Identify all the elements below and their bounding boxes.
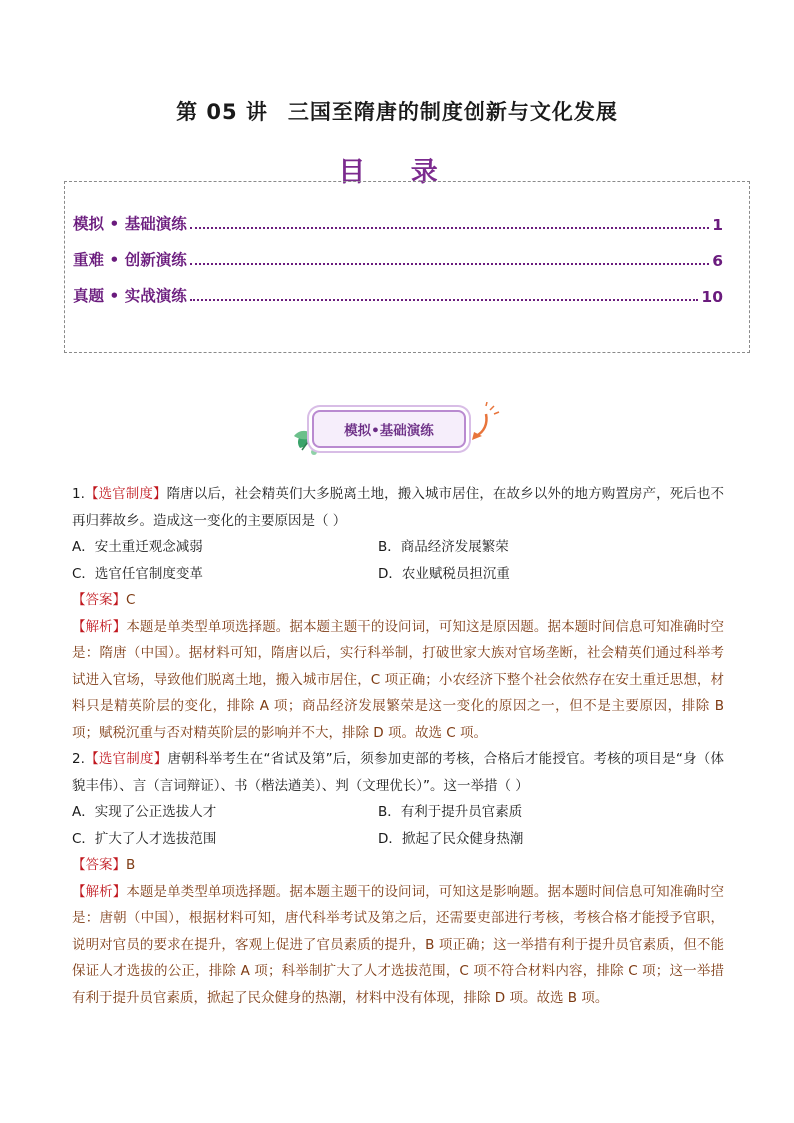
toc-item-page: 1 bbox=[712, 216, 723, 234]
options-group bbox=[72, 799, 724, 852]
option-b[interactable]: B．商品经济发展繁荣 bbox=[378, 539, 509, 555]
answer-line bbox=[72, 852, 724, 879]
toc-leader-dots bbox=[190, 262, 710, 265]
toc-leader-dots bbox=[190, 298, 699, 301]
toc-item-page: 10 bbox=[701, 288, 723, 306]
analysis-paragraph bbox=[72, 879, 724, 1012]
question-text: 隋唐以后，社会精英们大多脱离土地，搬入城市居住，在故乡以外的地方购置房产，死后也不再归葬故乡。造成这一变化的主要原因是（ ） bbox=[72, 486, 724, 529]
analysis-text: 本题是单类型单项选择题。据本题主题干的设问词，可知这是影响题。据本题时间信息可知准确时空是：唐朝（中国），根据材料可知，唐代科举考试及第之后，还需要吏部进行考核，考核合格才能授予官职，说明对官员的要求在提升，客观上促进了官员素质的提升，B 项正确；这一举措有利于提升员官素质，但不能保证人才选拔的公正，排除 A 项；科举制扩大了人才选拔范围，C 项不符合材料内容，排除 C 项；这一举措有利于提升员官素质，掀起了民众健身的热潮，材料中没有体现，排除 D 项。故选 B 项。 bbox=[72, 883, 725, 1006]
question-number: 1. bbox=[72, 486, 85, 502]
option-c[interactable]: C．选官任官制度变革 bbox=[72, 565, 203, 582]
toc-item-page: 6 bbox=[712, 252, 723, 270]
lecture-number: 第 05 讲 bbox=[176, 100, 268, 124]
analysis-label: 【解析】 bbox=[72, 883, 127, 900]
toc-item-label: 真题 • 实战演练 bbox=[73, 287, 187, 305]
question-tag: 【选官制度】 bbox=[84, 751, 168, 767]
section-banner bbox=[290, 402, 506, 458]
question-tag: 【选官制度】 bbox=[84, 486, 167, 502]
table-of-contents bbox=[64, 181, 750, 353]
toc-item-label: 模拟 • 基础演练 bbox=[73, 215, 187, 233]
option-c[interactable]: C．扩大了人才选拔范围 bbox=[72, 830, 217, 847]
option-b[interactable]: B．有利于提升员官素质 bbox=[378, 804, 523, 820]
toc-item[interactable] bbox=[73, 212, 723, 234]
analysis-paragraph bbox=[72, 614, 724, 747]
option-a[interactable]: A．安土重迁观念减弱 bbox=[72, 539, 203, 555]
toc-item[interactable] bbox=[73, 248, 723, 270]
option-d[interactable]: D．掀起了民众健身热潮 bbox=[378, 830, 524, 847]
answer-label: 【答案】 bbox=[72, 857, 126, 873]
option-a[interactable]: A．实现了公正选拔人才 bbox=[72, 804, 217, 820]
analysis-text: 本题是单类型单项选择题。据本题主题干的设问词，可知这是原因题。据本题时间信息可知准确时空是：隋唐（中国）。据材料可知，隋唐以后，实行科举制，打破世家大族对官场垄断，社会精英们通过科举考试进入官场，导致他们脱离土地，搬入城市居住，C 项正确；小农经济下整个社会依然存在安土重迁思想，材料只是精英阶层的变化，排除 A 项；商品经济发展繁荣是这一变化的原因之一，但不是主要原因，排除 B 项；赋税沉重与否对精英阶层的影响并不大，排除 D 项。故选 C 项。 bbox=[72, 618, 725, 741]
answer-label: 【答案】 bbox=[72, 592, 126, 608]
document-title bbox=[0, 96, 794, 126]
option-d[interactable]: D．农业赋税员担沉重 bbox=[378, 565, 510, 582]
question-stem bbox=[72, 481, 724, 534]
toc-heading: 目 录 bbox=[338, 157, 456, 188]
question-list bbox=[72, 481, 724, 1011]
answer-value: B bbox=[126, 857, 136, 873]
question-block bbox=[72, 481, 724, 746]
section-banner-label: 模拟•基础演练 bbox=[312, 410, 466, 448]
toc-item-label: 重难 • 创新演练 bbox=[73, 251, 187, 269]
toc-leader-dots bbox=[190, 226, 710, 229]
question-number: 2. bbox=[72, 751, 85, 767]
answer-value: C bbox=[126, 592, 136, 608]
lecture-title: 三国至隋唐的制度创新与文化发展 bbox=[287, 100, 618, 124]
answer-line bbox=[72, 587, 724, 614]
question-block bbox=[72, 746, 724, 1011]
question-text: 唐朝科举考生在“省试及第”后，须参加吏部的考核，合格后才能授官。考核的项目是“身（体貌丰伟）、言（言词辩证）、书（楷法遒美）、判（文理优长）”。这一举措（ ） bbox=[72, 751, 725, 794]
analysis-label: 【解析】 bbox=[72, 618, 127, 635]
options-group bbox=[72, 534, 724, 587]
toc-item[interactable] bbox=[73, 284, 723, 306]
question-stem bbox=[72, 746, 724, 799]
